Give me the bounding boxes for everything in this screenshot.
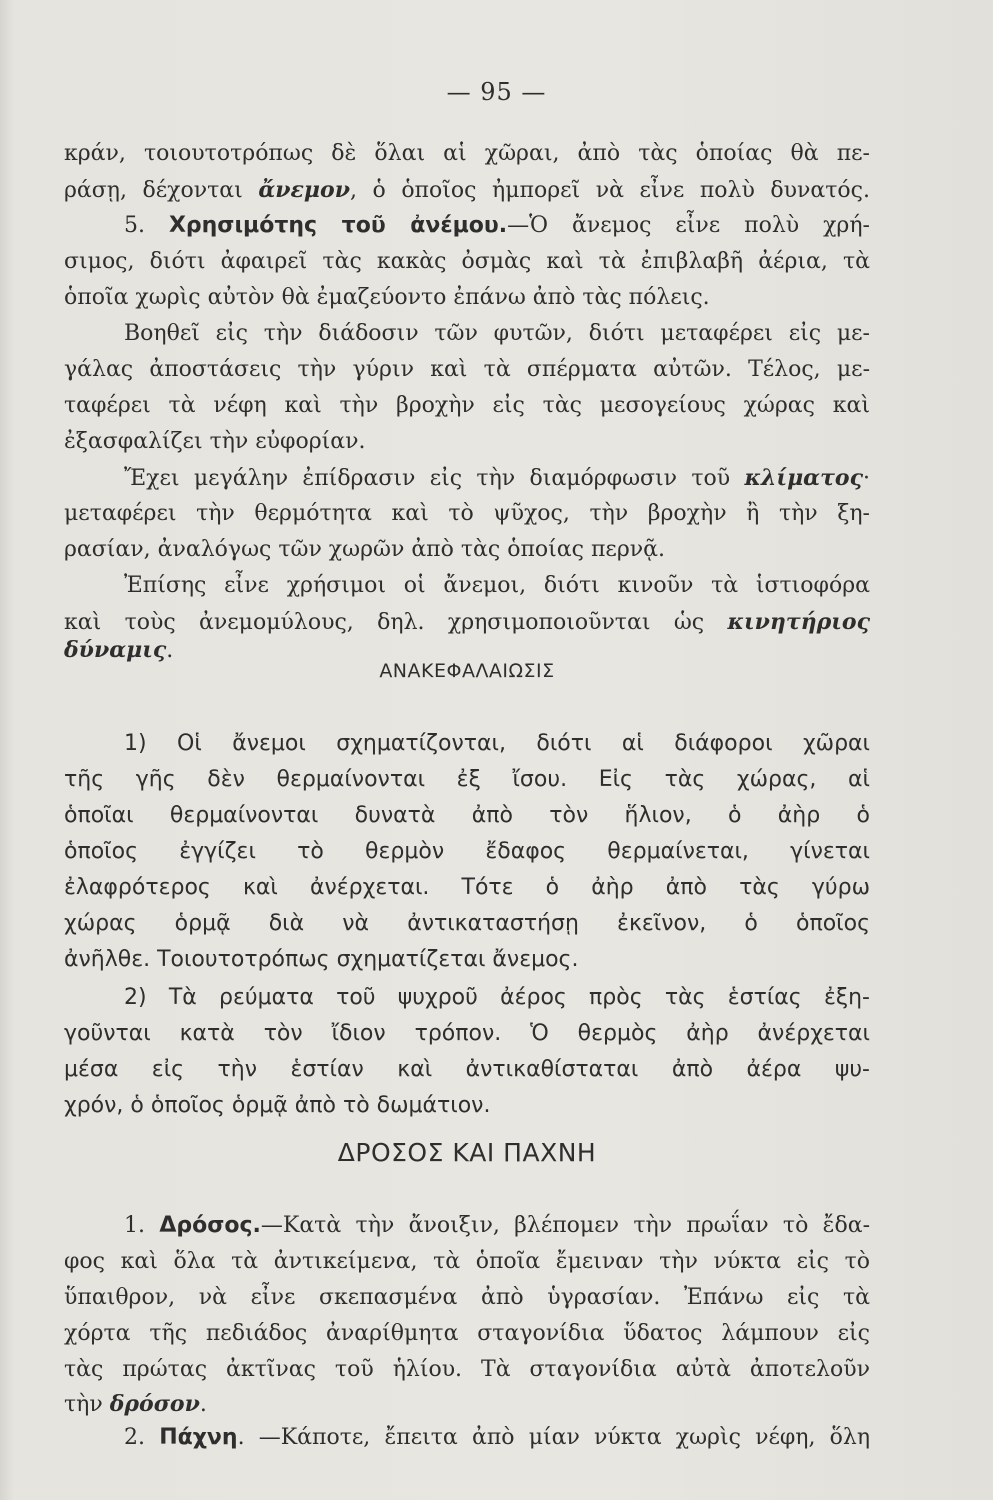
section-5-title-line: 5. Χρησιμότης τοῦ ἀνέμου.—Ὁ ἄνεμος εἶνε πολὺ χρή- [124,213,870,238]
summary-line: μέσα εἰς τὴν ἑστίαν καὶ ἀντικαθίσταται ἀπὸ ἀέρα ψυ- [64,1057,870,1082]
summary-line: ὁποῖος ἐγγίζει τὸ θερμὸν ἔδαφος θερμαίνεται, γίνεται [64,839,870,864]
emphasis-term: ἄνεμον [258,177,350,203]
text-line: ἐξασφαλίζει τὴν εὐφορίαν. [64,429,366,454]
dew-frost-heading: ΔΡΟΣΟΣ ΚΑΙ ΠΑΧΝΗ [337,1138,597,1167]
summary-heading: ΑΝΑΚΕΦΑΛΑΙΩΣΙΣ [379,660,555,682]
emphasis-term: κλίματος [744,465,863,491]
summary-line: 2) Τὰ ρεύματα τοῦ ψυχροῦ ἀέρος πρὸς τὰς ἑστίας ἐξη- [124,985,870,1010]
summary-line: ἀνῆλθε. Τοιουτοτρόπως σχηματίζεται ἄνεμος. [64,947,579,972]
frost-title-line: 2. Πάχνη. —Κάποτε, ἔπειτα ἀπὸ μίαν νύκτα χωρὶς νέφη, ὅλη [124,1425,870,1450]
text-line: φος καὶ ὅλα τὰ ἀντικείμενα, τὰ ὁποῖα ἔμειναν τὴν νύκτα εἰς τὸ [64,1249,870,1274]
text-line: ράσῃ, δέχονται ἄνεμον, ὁ ὁποῖος ἠμπορεῖ νὰ εἶνε πολὺ δυνατός. [64,177,870,203]
summary-line: τῆς γῆς δὲν θερμαίνονται ἐξ ἴσου. Εἰς τὰς χώρας, αἱ [64,767,870,792]
text-line: ὕπαιθρον, νὰ εἶνε σκεπασμένα ἀπὸ ὑγρασίαν. Ἐπάνω εἰς τὰ [64,1285,870,1310]
emphasis-term: δρόσον [109,1391,200,1417]
emphasis-term: δύναμις [64,637,167,663]
section-5-title: Χρησιμότης τοῦ ἀνέμου. [168,213,508,238]
text-line: τὴν δρόσον. [64,1391,207,1417]
summary-line: χρόν, ὁ ὁποῖος ὁρμᾷ ἀπὸ τὸ δωμάτιον. [64,1093,491,1118]
dew-title-line: 1. Δρόσος.—Κατὰ τὴν ἄνοιξιν, βλέπομεν τὴν πρωΐαν τὸ ἔδα- [124,1213,870,1238]
text-line: τὰς πρώτας ἀκτῖνας τοῦ ἡλίου. Τὰ σταγονίδια αὐτὰ ἀποτελοῦν [64,1357,870,1382]
page-number: — 95 — [446,78,547,106]
frost-title: Πάχνη [159,1425,238,1450]
summary-line: χώρας ὁρμᾷ διὰ νὰ ἀντικαταστήσῃ ἐκεῖνον, ὁ ὁποῖος [64,911,870,936]
emphasis-term: κινητήριος [727,609,870,635]
text-line: γάλας ἀποστάσεις τὴν γύριν καὶ τὰ σπέρματα αὐτῶν. Τέλος, με- [64,357,870,382]
dew-title: Δρόσος. [159,1213,261,1238]
summary-line: γοῦνται κατὰ τὸν ἴδιον τρόπον. Ὁ θερμὸς ἀὴρ ἀνέρχεται [64,1021,870,1046]
summary-line: ἐλαφρότερος καὶ ἀνέρχεται. Τότε ὁ ἀὴρ ἀπὸ τὰς γύρω [64,875,870,900]
summary-line: ὁποῖαι θερμαίνονται δυνατὰ ἀπὸ τὸν ἥλιον, ὁ ἀὴρ ὁ [64,803,870,828]
text-line: κράν, τοιουτοτρόπως δὲ ὅλαι αἱ χῶραι, ἀπὸ τὰς ὁποίας θὰ πε- [64,141,870,166]
text-line: Ἔχει μεγάλην ἐπίδρασιν εἰς τὴν διαμόρφωσιν τοῦ κλίματος· [124,465,870,491]
text-line: καὶ τοὺς ἀνεμομύλους, δηλ. χρησιμοποιοῦνται ὡς κινητήριος [64,609,870,635]
text-line: δύναμις. [64,637,174,663]
text-line: σιμος, διότι ἀφαιρεῖ τὰς κακὰς ὀσμὰς καὶ τὰ ἐπιβλαβῆ ἀέρια, τὰ [64,249,870,274]
text-line: ὁποῖα χωρὶς αὐτὸν θὰ ἐμαζεύοντο ἐπάνω ἀπὸ τὰς πόλεις. [64,285,710,310]
text-line: ταφέρει τὰ νέφη καὶ τὴν βροχὴν εἰς τὰς μεσογείους χώρας καὶ [64,393,870,418]
text-line: χόρτα τῆς πεδιάδος ἀναρίθμητα σταγονίδια ὕδατος λάμπουν εἰς [64,1321,870,1346]
text-line: Βοηθεῖ εἰς τὴν διάδοσιν τῶν φυτῶν, διότι μεταφέρει εἰς με- [124,321,870,346]
text-line: Ἐπίσης εἶνε χρήσιμοι οἱ ἄνεμοι, διότι κινοῦν τὰ ἱστιοφόρα [124,573,870,598]
text-line: μεταφέρει τὴν θερμότητα καὶ τὸ ψῦχος, τὴν βροχὴν ἢ τὴν ξη- [64,501,870,526]
text-line: ρασίαν, ἀναλόγως τῶν χωρῶν ἀπὸ τὰς ὁποίας περνᾷ. [64,537,665,562]
summary-line: 1) Οἱ ἄνεμοι σχηματίζονται, διότι αἱ διάφοροι χῶραι [124,731,870,756]
